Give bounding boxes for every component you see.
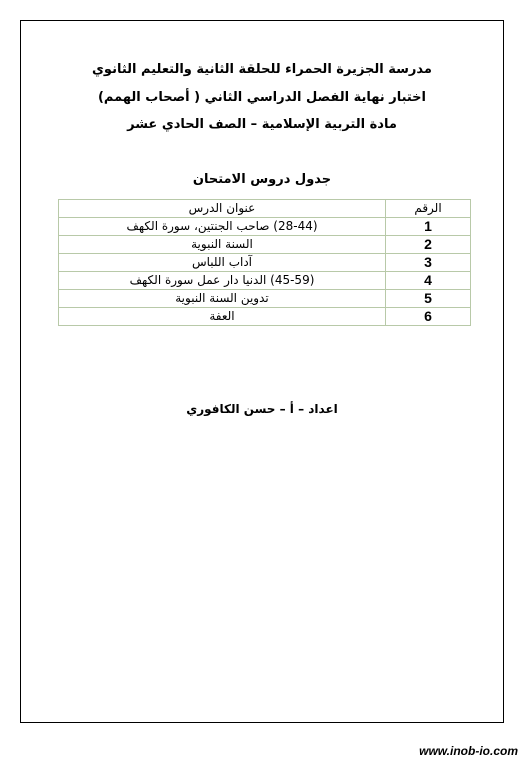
row-title: تدوين السنة النبوية <box>59 290 386 308</box>
row-title: (28-44) صاحب الجنتين، سورة الكهف <box>59 218 386 236</box>
row-title: آداب اللباس <box>59 254 386 272</box>
exam-title: اختبار نهاية الفصل الدراسي الثاني ( أصحاب الهمم) <box>97 90 427 105</box>
table-row <box>59 218 471 236</box>
row-title: (45-59) الدنيا دار عمل سورة الكهف <box>59 272 386 290</box>
row-number: 3 <box>386 254 471 272</box>
table-row <box>59 290 471 308</box>
row-number: 5 <box>386 290 471 308</box>
table-row <box>59 236 471 254</box>
row-title: السنة النبوية <box>59 236 386 254</box>
lessons-table <box>58 199 471 326</box>
table-row <box>59 272 471 290</box>
row-number: 2 <box>386 236 471 254</box>
header-number: الرقم <box>386 200 471 218</box>
subject-line: مادة التربية الإسلامية – الصف الحادي عشر <box>127 117 397 132</box>
row-number: 1 <box>386 218 471 236</box>
table-header-row <box>59 200 471 218</box>
row-number: 4 <box>386 272 471 290</box>
school-name: مدرسة الجزيرة الحمراء للحلقة الثانية والتعليم الثانوي <box>92 62 432 77</box>
row-number: 6 <box>386 308 471 326</box>
header-title: عنوان الدرس <box>59 200 386 218</box>
author-credit: اعداد – أ – حسن الكافوري <box>186 402 338 416</box>
footer-website: www.inob-io.com <box>419 744 518 758</box>
row-title: العفة <box>59 308 386 326</box>
table-row <box>59 308 471 326</box>
table-row <box>59 254 471 272</box>
table-title: جدول دروس الامتحان <box>192 172 332 187</box>
